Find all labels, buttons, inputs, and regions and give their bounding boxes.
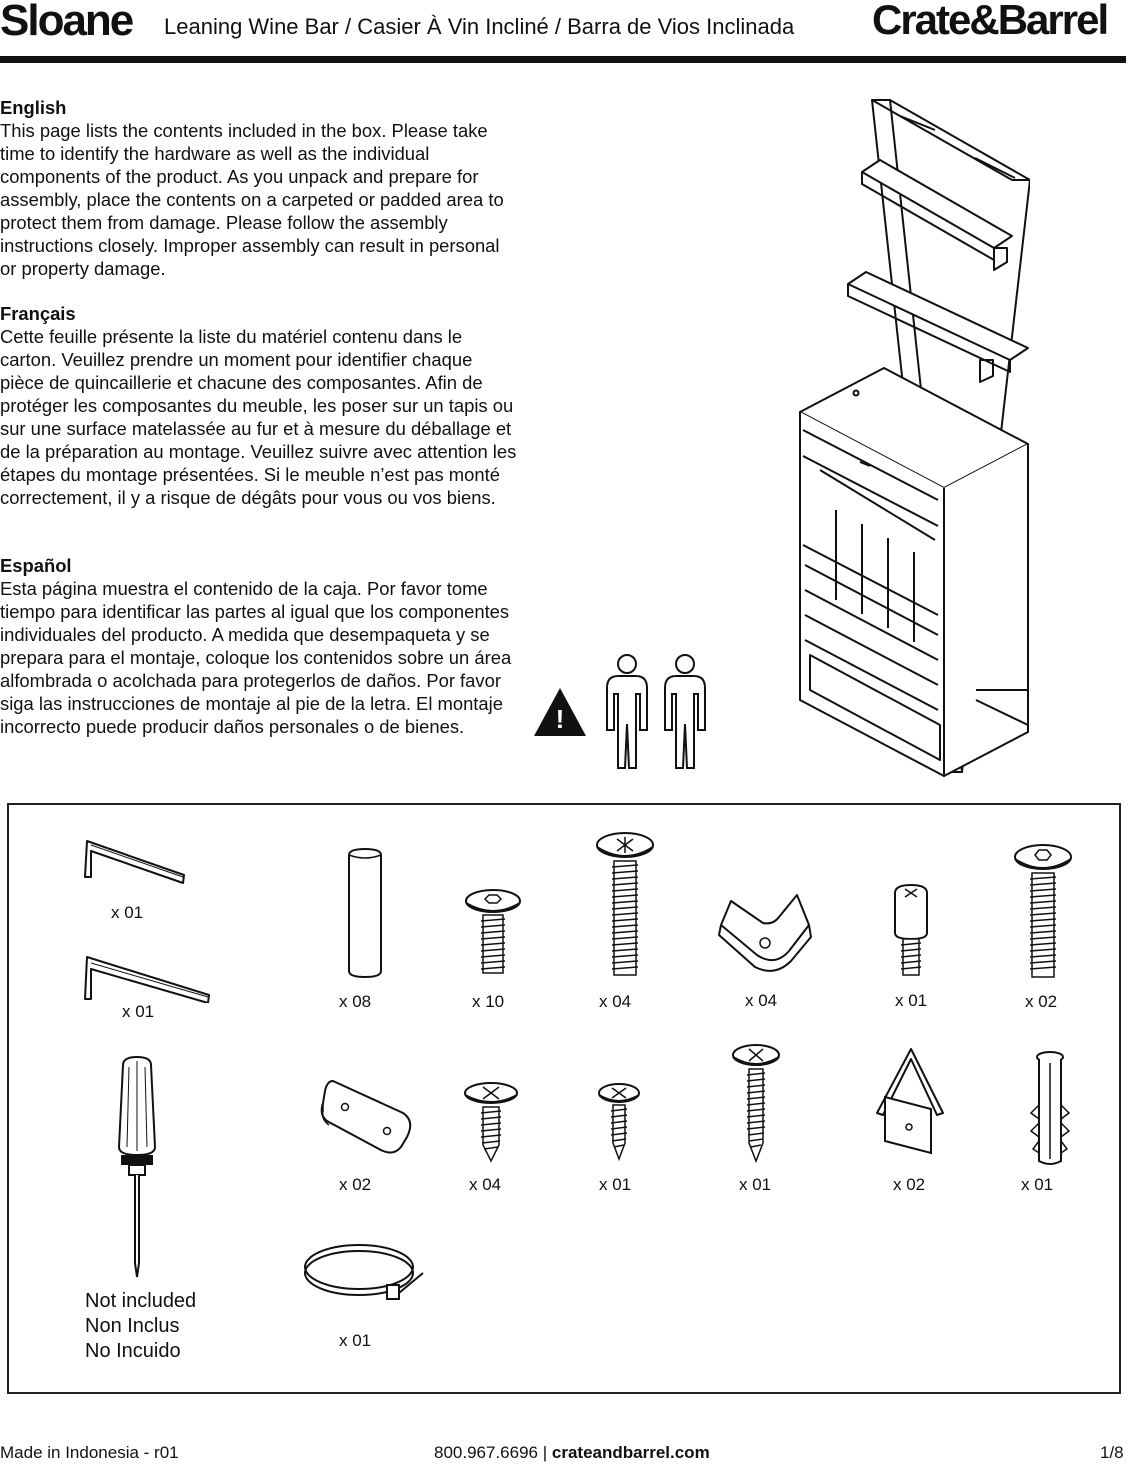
- screwdriver-icon: [113, 1055, 163, 1285]
- footer-origin: Made in Indonesia - r01: [0, 1443, 179, 1462]
- header-rule: [0, 56, 1126, 63]
- section-body-english: This page lists the contents included in the box. Please take time to identify the hardware as well as the individual components of the product. As you unpack and prepare for assembly, place the contents on a carpeted or padded area to protect them from damage. Please follow the assembly instructions closely. Improper assembly can result in personal or property damage.: [0, 120, 504, 279]
- page-number: 1/8: [1100, 1443, 1124, 1462]
- section-title-spanish: Español: [0, 555, 72, 576]
- cam-bolt-icon: [889, 883, 935, 979]
- short-bolt-icon: [463, 889, 523, 979]
- hex-bolt-qty: x 02: [1025, 992, 1058, 1011]
- hex-bolt-icon: [1013, 843, 1073, 981]
- allen-key-large-qty: x 01: [122, 1002, 155, 1021]
- footer-phone: 800.967.6696: [434, 1443, 538, 1462]
- cam-bolt-qty: x 01: [895, 991, 928, 1010]
- allen-key-small-qty: x 01: [111, 903, 144, 922]
- long-bolt-icon: [595, 831, 655, 981]
- not-included-fr: Non Inclus: [85, 1315, 180, 1337]
- product-name: Sloane: [0, 0, 133, 45]
- section-french: [0, 302, 520, 509]
- dowel-qty: x 08: [339, 992, 372, 1011]
- plate-icon: [319, 1077, 415, 1157]
- section-body-french: Cette feuille présente la liste du matériel contenu dans le carton. Veuillez prendre un moment pour identifier chaque pièce de quincaillerie et chacune des composantes. Afin de protéger les composantes du meuble, les poser sur un tapis ou sur une surface matelassée au fur et à mesure du déballage et de la préparation au montage. Veuillez suivre avec attention les étapes du montage présentées. Si le meuble n’est pas monté correctement, il y a risque de dégâts pour vous ou vos biens.: [0, 326, 517, 508]
- wood-screw-qty: x 04: [469, 1175, 502, 1194]
- warning-icon: [534, 688, 586, 736]
- strap-qty: x 01: [339, 1331, 372, 1350]
- hanger-qty: x 02: [893, 1175, 926, 1194]
- footer-website[interactable]: crateandbarrel.com: [551, 1443, 710, 1462]
- section-title-french: Français: [0, 303, 76, 324]
- allen-key-small-icon: [79, 837, 199, 887]
- small-screw-qty: x 01: [599, 1175, 632, 1194]
- section-title-english: English: [0, 97, 67, 118]
- short-bolt-qty: x 10: [472, 992, 505, 1011]
- wall-anchor-qty: x 01: [1021, 1175, 1054, 1194]
- not-included-note: [85, 1289, 196, 1364]
- bracket-qty: x 04: [745, 991, 778, 1010]
- plate-qty: x 02: [339, 1175, 372, 1194]
- section-spanish: [0, 554, 520, 738]
- wine-bar-illustration: [530, 90, 1030, 790]
- wall-anchor-icon: [1029, 1049, 1071, 1167]
- hardware-box: [7, 803, 1121, 1394]
- footer-separator: |: [542, 1443, 548, 1462]
- two-person-icon: [607, 655, 705, 768]
- not-included-es: No Incuido: [85, 1340, 181, 1362]
- dowel-icon: [345, 847, 389, 979]
- product-subtitle: Leaning Wine Bar / Casier À Vin Incliné / Barra de Vios Inclinada: [164, 14, 795, 39]
- wood-screw-icon: [463, 1081, 519, 1165]
- not-included-en: Not included: [85, 1290, 197, 1312]
- warning-symbol: !: [555, 704, 565, 734]
- hanger-icon: [871, 1045, 949, 1157]
- allen-key-large-icon: [79, 953, 219, 1003]
- long-bolt-qty: x 04: [599, 992, 632, 1011]
- long-screw-qty: x 01: [739, 1175, 772, 1194]
- footer-contact: [434, 1443, 710, 1463]
- small-screw-icon: [597, 1081, 641, 1165]
- section-body-spanish: Esta página muestra el contenido de la caja. Por favor tome tiempo para identificar las partes al igual que los componentes individuales del producto. A medida que desempaqueta y se prepara para el montaje, coloque los contenidos sobre un área alfombrada o acolchada para protegerlos de daños. Por favor siga las instrucciones de montaje al pie de la letra. El montaje incorrecto puede producir daños personales o de bienes.: [0, 578, 512, 737]
- section-english: [0, 96, 520, 280]
- long-screw-icon: [731, 1043, 781, 1165]
- bracket-icon: [713, 891, 813, 975]
- strap-icon: [301, 1241, 427, 1313]
- brand-logo: Crate&Barrel: [872, 0, 1108, 43]
